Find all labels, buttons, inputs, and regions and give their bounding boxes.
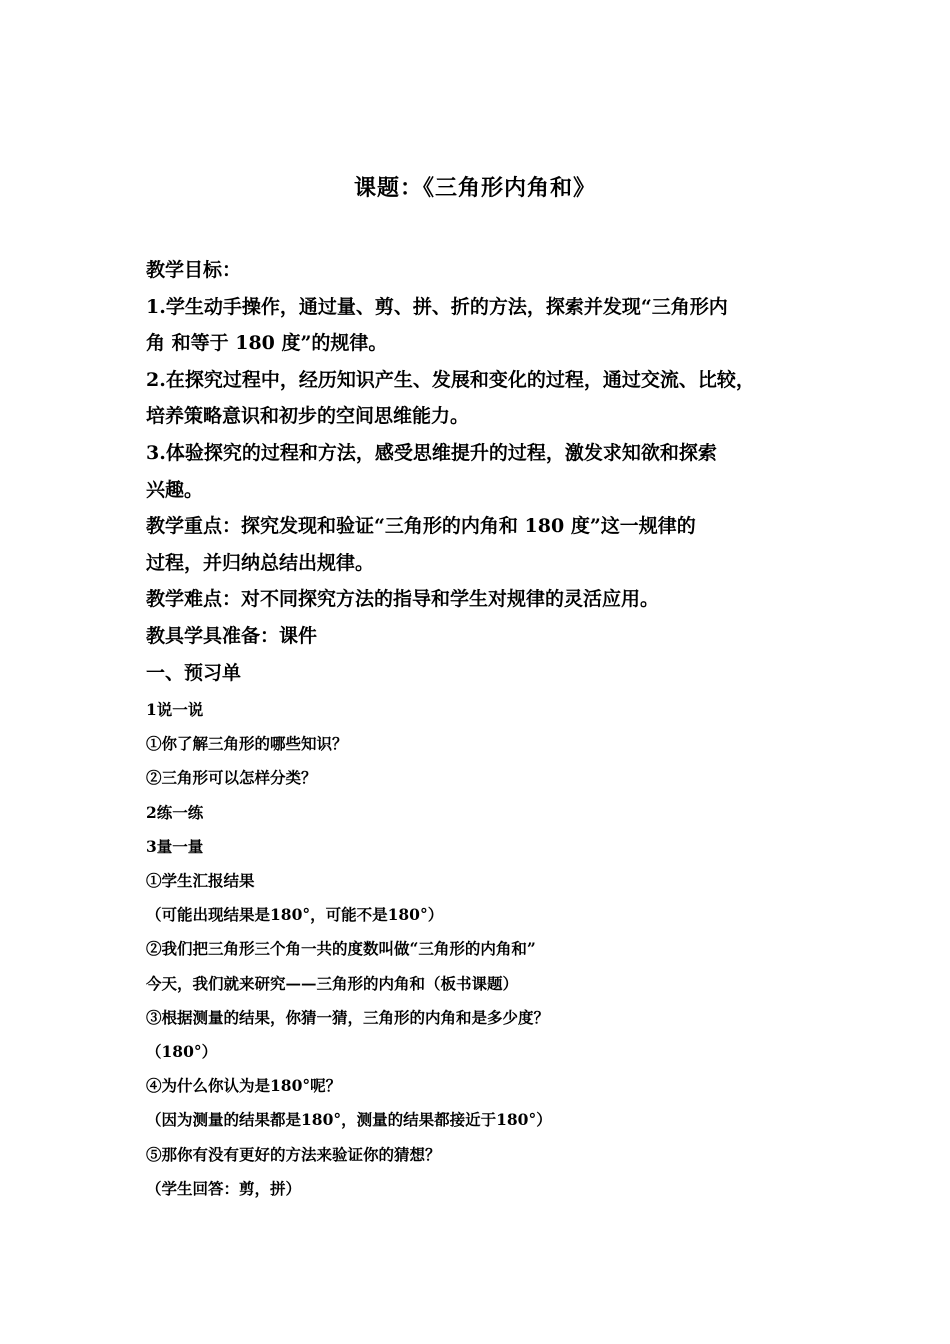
text-line: 过程，并归纳总结出规律。 [146,551,375,574]
text-line: ④为什么你认为是180°呢？ [146,1076,342,1096]
preview-sheet-body [146,693,846,1206]
text-line: （可能出现结果是180°，可能不是180°） [146,905,444,925]
text-line: 2练一练 [146,802,204,822]
text-line: （学生回答：剪，拼） [146,1178,302,1198]
text-line: ②三角形可以怎样分类？ [146,768,317,788]
text-line: ②我们把三角形三个角一共的度数叫做“三角形的内角和” [146,939,536,959]
text-line: （因为测量的结果都是180°，测量的结果都接近于180°） [146,1110,552,1130]
text-line: 兴趣。 [146,478,204,501]
text-line: ⑤那你有没有更好的方法来验证你的猜想？ [146,1144,441,1164]
text-line: 教学目标： [146,259,242,281]
document-title: 课题：《三角形内角和》 [353,175,596,201]
text-line: 教具学具准备：课件 [146,624,318,647]
text-line: 3.体验探究的过程和方法，感受思维提升的过程，激发求知欲和探索 [146,441,717,464]
text-line: 3量一量 [146,836,204,856]
text-line: 1.学生动手操作，通过量、剪、拼、折的方法，探索并发现“三角形内 [146,295,728,318]
section-heading: 一、预习单 [146,661,242,684]
text-line: 角 和等于 180 度”的规律。 [146,332,388,355]
text-line: 今天，我们就来研究——三角形的内角和（板书课题） [146,973,519,993]
main-body [146,252,846,691]
text-line: ③根据测量的结果，你猜一猜，三角形的内角和是多少度？ [146,1007,550,1027]
text-line: 1说一说 [146,700,204,719]
text-line: ①学生汇报结果 [146,871,255,891]
text-line: 教学难点：对不同探究方法的指导和学生对规律的灵活应用。 [146,588,660,611]
text-line: （180°） [146,1042,218,1062]
text-line: 教学重点：探究发现和验证“三角形的内角和 180 度”这一规律的 [146,515,696,538]
text-line: 2.在探究过程中，经历知识产生、发展和变化的过程，通过交流、比较， [146,368,755,391]
text-line: ①你了解三角形的哪些知识？ [146,734,348,754]
text-line: 培养策略意识和初步的空间思维能力。 [146,405,470,428]
